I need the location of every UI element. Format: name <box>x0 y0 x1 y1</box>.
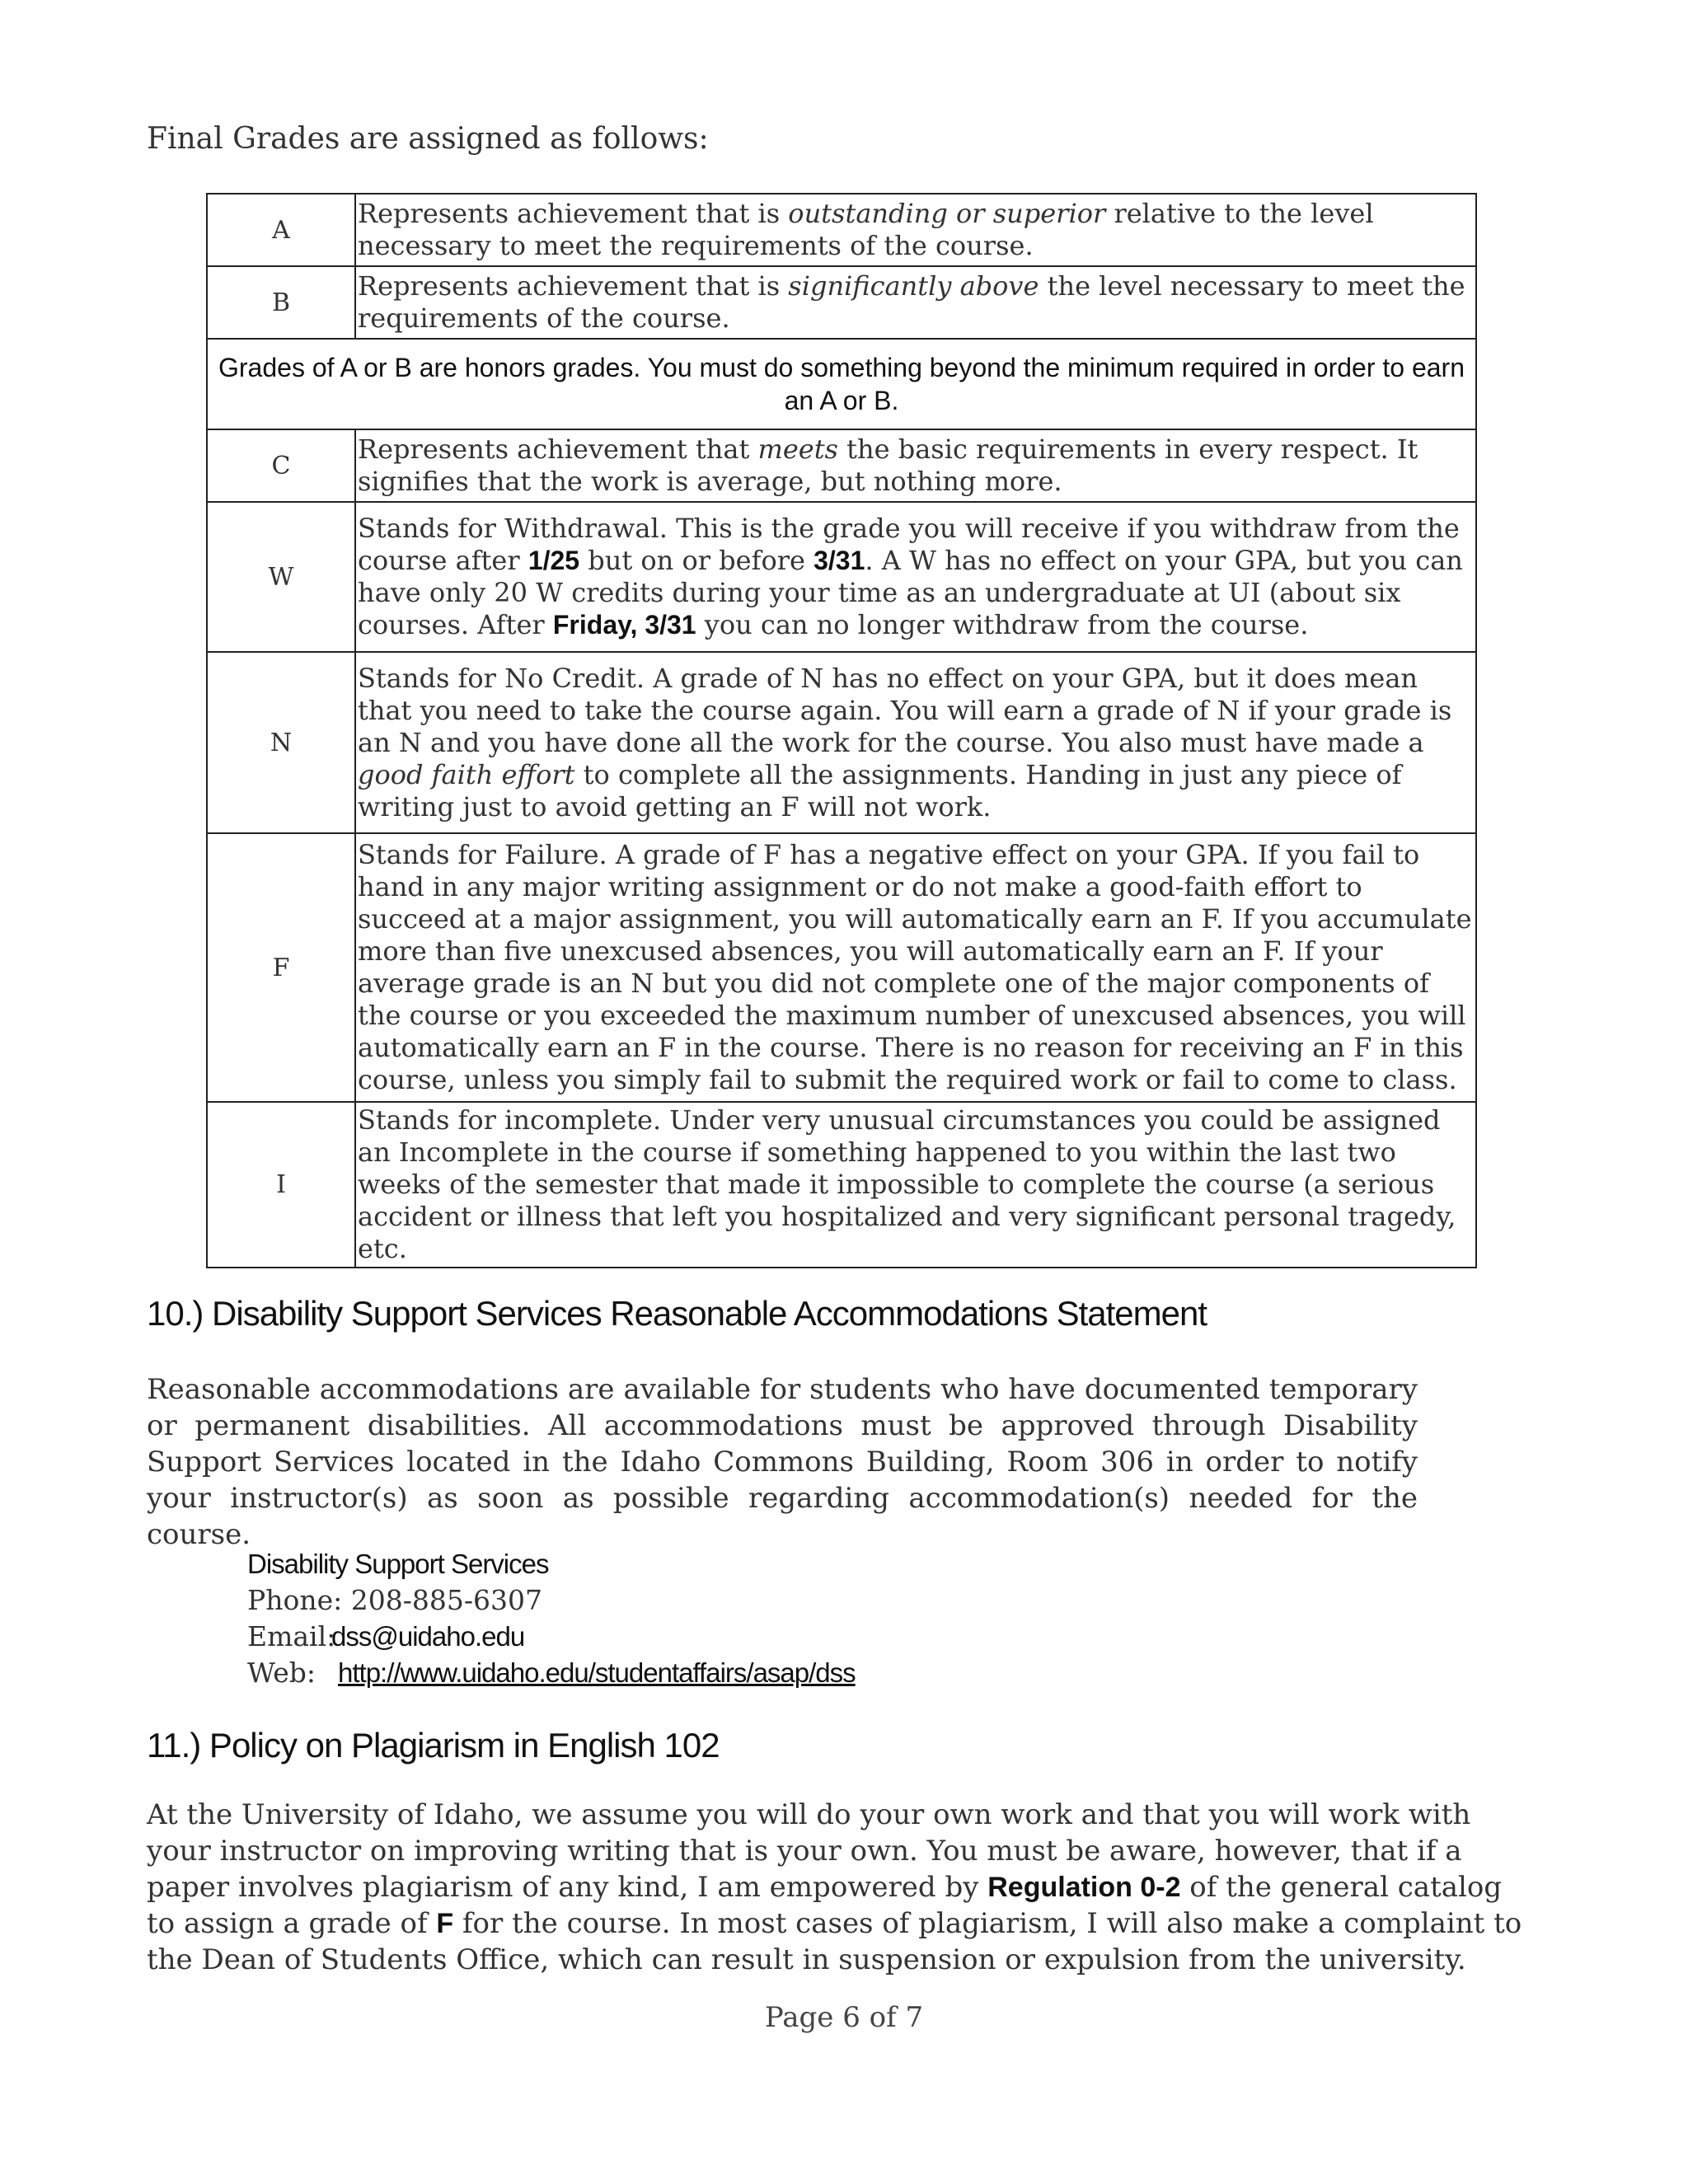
dss-email-link[interactable]: dss@uidaho.edu <box>331 1621 525 1652</box>
grade-row-f <box>207 833 1476 1102</box>
grade-text: the level necessary to meet the requirements of the course. <box>358 270 1465 334</box>
body-text: for the course. In most cases of plagiarism, I will also make a complaint to the Dean of Students Office, which can result in suspension or expulsion from the university. <box>147 1907 1522 1976</box>
grade-f-ref: F <box>436 1908 454 1939</box>
honors-note: Grades of A or B are honors grades. You must do something beyond the minimum required in order to earn an A or B. <box>207 339 1476 429</box>
grade-text: Represents achievement that <box>358 434 758 465</box>
grade-text: Stands for No Credit. A grade of N has no effect on your GPA, but it does mean that you need to take the course again. You will earn a grade of N if your grade is an N and you have done all the work for the course. You also must have made a <box>358 662 1452 758</box>
grade-row-c <box>207 429 1476 502</box>
grade-row-n <box>207 652 1476 833</box>
grades-table <box>206 193 1477 1268</box>
grade-description <box>355 652 1476 833</box>
honors-row <box>207 339 1476 429</box>
grades-intro: Final Grades are assigned as follows: <box>147 122 709 156</box>
grade-text: relative to the level necessary to meet the requirements of the course. <box>358 198 1374 261</box>
section-10-heading: 10.) Disability Support Services Reasonable Accommodations Statement <box>147 1294 1207 1333</box>
grade-description <box>355 502 1476 652</box>
grade-letter: N <box>207 652 355 833</box>
dss-email-line <box>247 1619 856 1655</box>
grade-emphasis: outstanding or superior <box>788 198 1106 229</box>
grade-letter: B <box>207 266 355 339</box>
dss-web-link[interactable]: http://www.uidaho.edu/studentaffairs/asap/dss <box>338 1657 856 1688</box>
section-11-body <box>147 1797 1525 1978</box>
dss-web-line <box>247 1655 856 1691</box>
grade-text: but on or before <box>579 545 814 576</box>
withdraw-deadline: Friday, 3/31 <box>552 610 696 640</box>
grade-text: Represents achievement that is <box>358 270 789 302</box>
grade-row-a <box>207 194 1476 266</box>
grade-description: Stands for incomplete. Under very unusual circumstances you could be assigned an Incomplete in the course if something happened to you within the last two weeks of the semester that made it impossible to complete the course (a serious accident or illness that left you hospitalized and very significant personal tragedy, etc. <box>355 1102 1476 1268</box>
dss-contact-block <box>247 1546 856 1691</box>
grade-row-w <box>207 502 1476 652</box>
body-text: of the general catalog to assign a grade of <box>147 1871 1503 1940</box>
grade-text: . A W has no effect on your GPA, but you can have only 20 W credits during your time as an undergraduate at UI (about six courses. After <box>358 545 1463 640</box>
grade-letter: W <box>207 502 355 652</box>
withdraw-start-date: 1/25 <box>528 546 580 575</box>
section-10-body: Reasonable accommodations are available for students who have documented temporary or permanent disabilities. All accommodations must be approved through Disability Support Services located in the Idaho Commons Building, Room 306 in order to notify your instructor(s) as soon as possible regarding accommodation(s) needed for the course. <box>147 1373 1418 1551</box>
grade-row-i <box>207 1102 1476 1268</box>
grade-description <box>355 194 1476 266</box>
grade-emphasis: meets <box>757 434 838 465</box>
grade-letter: A <box>207 194 355 266</box>
grade-description <box>355 429 1476 502</box>
grade-emphasis: good faith effort <box>358 758 575 790</box>
grade-text: to complete all the assignments. Handing in just any piece of writing just to avoid getting an F will not work. <box>358 758 1402 823</box>
section-11-heading: 11.) Policy on Plagiarism in English 102 <box>147 1726 720 1765</box>
grade-text: the basic requirements in every respect. It signifies that the work is average, but nothing more. <box>358 434 1418 497</box>
grade-letter: C <box>207 429 355 502</box>
body-text: At the University of Idaho, we assume you will do your own work and that you will work with your instructor on improving writing that is your own. You must be aware, however, that if a paper involves plagiarism of any kind, I am empowered by <box>147 1798 1471 1904</box>
dss-org-name: Disability Support Services <box>247 1549 549 1579</box>
withdraw-end-date: 3/31 <box>814 546 865 575</box>
regulation-ref: Regulation 0-2 <box>987 1872 1181 1903</box>
email-label: Email: <box>247 1620 336 1652</box>
page-number: Page 6 of 7 <box>764 2001 924 2034</box>
grade-text: Stands for Withdrawal. This is the grade you will receive if you withdraw from the course after <box>358 513 1460 576</box>
grade-text: Represents achievement that is <box>358 198 789 229</box>
grade-description: Stands for Failure. A grade of F has a negative effect on your GPA. If you fail to hand in any major writing assignment or do not make a good-faith effort to succeed at a major assignment, you will automatically earn an F. If you accumulate more than five unexcused absences, you will automatically earn an F. If your average grade is an N but you did not complete one of the major components of the course or you exceeded the maximum number of unexcused absences, you will automatically earn an F in the course. There is no reason for receiving an F in this course, unless you simply fail to submit the required work or fail to come to class. <box>355 833 1476 1102</box>
grade-letter: I <box>207 1102 355 1268</box>
grade-emphasis: significantly above <box>788 270 1039 302</box>
web-label: Web: <box>247 1657 316 1689</box>
grade-text: you can no longer withdraw from the course. <box>696 609 1309 640</box>
dss-phone: Phone: 208-885-6307 <box>247 1584 542 1616</box>
grade-letter: F <box>207 833 355 1102</box>
grade-row-b <box>207 266 1476 339</box>
grade-description <box>355 266 1476 339</box>
